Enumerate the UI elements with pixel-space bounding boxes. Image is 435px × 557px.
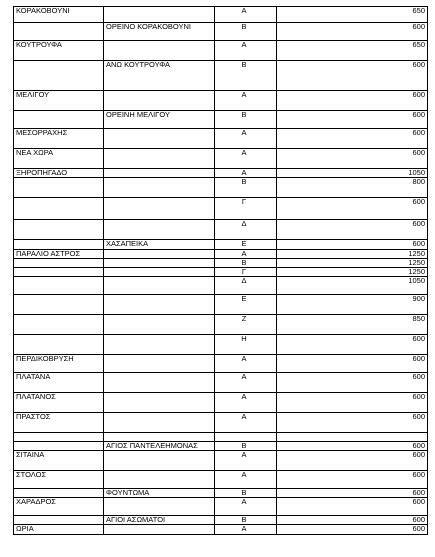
zone-class-cell-text: Α (241, 412, 247, 421)
village-cell (14, 259, 104, 268)
value-cell (277, 23, 428, 41)
value-cell (277, 355, 428, 373)
table-row (14, 525, 428, 535)
value-cell (277, 315, 428, 335)
table-row (14, 489, 428, 498)
value-cell (277, 7, 428, 23)
zone-class-cell-text: Δ (241, 276, 247, 285)
table-row (14, 23, 428, 41)
zone-class-cell (215, 471, 277, 489)
value-cell (277, 268, 428, 277)
value-cell-text: 600 (412, 450, 425, 459)
village-cell (14, 315, 104, 335)
settlement-cell (104, 516, 215, 525)
value-cell-text: 900 (412, 294, 425, 303)
value-cell (277, 220, 428, 240)
village-cell (14, 268, 104, 277)
table-row (14, 259, 428, 268)
zone-class-cell-text: Α (241, 354, 247, 363)
village-cell (14, 393, 104, 413)
zone-class-cell-text: Γ (241, 267, 247, 276)
settlement-cell (104, 489, 215, 498)
zone-class-cell-text: Α (241, 470, 247, 479)
settlement-cell (104, 149, 215, 169)
value-cell-text: 600 (412, 488, 425, 497)
table-row (14, 250, 428, 259)
zone-class-cell (215, 335, 277, 355)
value-cell (277, 149, 428, 169)
zone-class-cell-text: Β (241, 110, 247, 119)
table-body (14, 7, 428, 535)
value-cell-text: 600 (412, 110, 425, 119)
zone-class-cell-text: Α (241, 148, 247, 157)
table-row (14, 295, 428, 315)
village-cell (14, 277, 104, 295)
zone-class-cell (215, 355, 277, 373)
zone-class-cell-text: Γ (241, 197, 247, 206)
value-cell-text: 600 (412, 60, 425, 69)
table-row (14, 240, 428, 250)
zone-class-cell-text: Β (241, 515, 247, 524)
table-row (14, 41, 428, 61)
zone-class-cell-text: Α (241, 450, 247, 459)
zone-class-cell (215, 7, 277, 23)
village-cell-text: ΩΡΙΑ (16, 524, 34, 533)
zone-class-cell (215, 373, 277, 393)
table-row (14, 335, 428, 355)
value-cell (277, 489, 428, 498)
zone-class-cell-text: Α (241, 524, 247, 533)
settlement-cell (104, 41, 215, 61)
settlement-cell-text: ΑΓΙΟΣ ΠΑΝΤΕΛΕΗΜΟΝΑΣ (106, 441, 198, 450)
village-cell (14, 91, 104, 111)
value-cell-text: 850 (412, 314, 425, 323)
village-cell (14, 498, 104, 516)
value-cell (277, 259, 428, 268)
zone-class-cell (215, 268, 277, 277)
value-cell-text: 600 (412, 392, 425, 401)
settlement-cell-text: ΦΟΥΝΤΩΜΑ (106, 488, 150, 497)
settlement-cell (104, 250, 215, 259)
zone-class-cell (215, 489, 277, 498)
zone-class-cell (215, 315, 277, 335)
zone-class-cell (215, 498, 277, 516)
settlement-cell (104, 178, 215, 198)
village-cell (14, 373, 104, 393)
village-cell (14, 111, 104, 129)
value-cell-text: 600 (412, 148, 425, 157)
settlement-cell (104, 240, 215, 250)
value-cell (277, 41, 428, 61)
value-cell-text: 600 (412, 90, 425, 99)
zone-class-cell (215, 220, 277, 240)
village-cell-text: ΠΛΑΤΑΝΑ (16, 372, 51, 381)
value-cell-text: 600 (412, 497, 425, 506)
village-cell (14, 198, 104, 220)
village-cell (14, 335, 104, 355)
value-cell (277, 250, 428, 259)
zone-class-cell (215, 178, 277, 198)
value-cell (277, 393, 428, 413)
table-row (14, 315, 428, 335)
value-cell (277, 198, 428, 220)
zone-class-cell (215, 240, 277, 250)
settlement-cell (104, 91, 215, 111)
value-cell (277, 240, 428, 250)
zone-class-cell-text: Δ (241, 219, 247, 228)
zone-class-cell-text: Β (241, 22, 247, 31)
settlement-cell (104, 498, 215, 516)
zone-class-cell-text: Ζ (241, 314, 247, 323)
value-cell (277, 169, 428, 178)
settlement-cell (104, 433, 215, 442)
settlement-cell (104, 413, 215, 433)
settlement-cell-text: ΧΑΣΑΠΕΙΚΑ (106, 239, 149, 248)
zone-class-cell (215, 259, 277, 268)
settlement-cell (104, 198, 215, 220)
zone-class-cell (215, 442, 277, 451)
zone-class-cell (215, 91, 277, 111)
village-cell (14, 471, 104, 489)
settlement-cell (104, 220, 215, 240)
village-cell (14, 355, 104, 373)
village-cell-text: ΠΛΑΤΑΝΟΣ (16, 392, 56, 401)
zone-class-cell-text: Β (241, 60, 247, 69)
zone-class-cell-text: Ε (241, 294, 247, 303)
settlement-cell (104, 471, 215, 489)
settlement-cell (104, 355, 215, 373)
settlement-cell (104, 23, 215, 41)
village-cell (14, 61, 104, 91)
settlement-cell (104, 111, 215, 129)
value-cell-text: 600 (412, 470, 425, 479)
table-row (14, 149, 428, 169)
table-row (14, 61, 428, 91)
value-cell (277, 277, 428, 295)
village-cell-text: ΧΑΡΑΔΡΟΣ (16, 497, 56, 506)
zone-class-cell (215, 149, 277, 169)
village-cell-text: ΜΕΣΟΡΡΑΧΗΣ (16, 128, 68, 137)
zone-class-cell (215, 169, 277, 178)
value-cell-text: 600 (412, 219, 425, 228)
settlement-cell (104, 373, 215, 393)
village-cell (14, 451, 104, 471)
table-row (14, 442, 428, 451)
value-cell (277, 498, 428, 516)
zone-class-cell (215, 111, 277, 129)
settlement-cell (104, 277, 215, 295)
village-cell (14, 295, 104, 315)
settlement-cell (104, 315, 215, 335)
zone-class-cell (215, 393, 277, 413)
table-row (14, 393, 428, 413)
settlement-cell (104, 442, 215, 451)
value-cell (277, 516, 428, 525)
zone-class-cell (215, 41, 277, 61)
table-row (14, 413, 428, 433)
settlement-cell (104, 7, 215, 23)
zone-class-cell-text: Α (241, 249, 247, 258)
village-cell (14, 489, 104, 498)
village-cell (14, 23, 104, 41)
zone-class-cell-text: Α (241, 128, 247, 137)
village-cell (14, 240, 104, 250)
village-cell (14, 442, 104, 451)
zone-class-cell-text: Α (241, 40, 247, 49)
value-cell (277, 413, 428, 433)
value-cell-text: 600 (412, 22, 425, 31)
settlement-cell (104, 451, 215, 471)
village-cell (14, 413, 104, 433)
zone-class-cell-text: Β (241, 488, 247, 497)
value-cell-text: 600 (412, 441, 425, 450)
value-cell-text: 600 (412, 412, 425, 421)
zone-class-cell (215, 129, 277, 149)
zone-class-cell (215, 295, 277, 315)
village-cell-text: ΠΕΡΔΙΚΟΒΡΥΣΗ (16, 354, 74, 363)
value-cell-text: 600 (412, 524, 425, 533)
zone-class-cell (215, 516, 277, 525)
value-cell (277, 373, 428, 393)
table-row (14, 198, 428, 220)
value-cell (277, 129, 428, 149)
village-cell-text: ΚΟΥΤΡΟΥΦΑ (16, 40, 62, 49)
value-cell-text: 600 (412, 197, 425, 206)
village-cell-text: ΞΗΡΟΠΗΓΑΔΟ (16, 168, 68, 177)
village-cell (14, 41, 104, 61)
village-cell-text: ΝΕΑ ΧΩΡΑ (16, 148, 54, 157)
village-cell (14, 169, 104, 178)
value-cell (277, 91, 428, 111)
settlement-cell (104, 295, 215, 315)
table-row (14, 373, 428, 393)
table-row (14, 471, 428, 489)
zone-class-cell-text: Α (241, 372, 247, 381)
zone-class-cell-text: Β (241, 258, 247, 267)
settlement-cell (104, 129, 215, 149)
village-cell-text: ΣΙΤΑΙΝΑ (16, 450, 45, 459)
zone-class-cell-text: Β (241, 177, 247, 186)
settlement-cell (104, 335, 215, 355)
zone-class-cell-text: Α (241, 392, 247, 401)
zone-class-cell (215, 413, 277, 433)
table-row (14, 220, 428, 240)
table-row (14, 178, 428, 198)
village-cell-text: ΜΕΛΙΓΟΥ (16, 90, 50, 99)
settlement-cell-text: ΟΡΕΙΝΗ ΜΕΛΙΓΟΥ (106, 110, 170, 119)
value-cell-text: 600 (412, 239, 425, 248)
table-row (14, 129, 428, 149)
village-cell (14, 525, 104, 535)
value-cell (277, 335, 428, 355)
price-zone-table (13, 6, 428, 535)
settlement-cell (104, 259, 215, 268)
table-row (14, 268, 428, 277)
village-cell (14, 250, 104, 259)
zone-class-cell-text: Β (241, 441, 247, 450)
settlement-cell (104, 525, 215, 535)
zone-class-cell (215, 433, 277, 442)
table-row (14, 277, 428, 295)
table-row (14, 498, 428, 516)
value-cell-text: 600 (412, 334, 425, 343)
value-cell (277, 178, 428, 198)
village-cell (14, 7, 104, 23)
zone-class-cell (215, 250, 277, 259)
value-cell (277, 471, 428, 489)
table-row (14, 169, 428, 178)
value-cell (277, 111, 428, 129)
settlement-cell-text: ΟΡΕΙΝΟ ΚΟΡΑΚΟΒΟΥΝΙ (106, 22, 192, 31)
settlement-cell (104, 393, 215, 413)
table-row (14, 451, 428, 471)
village-cell-text: ΠΡΑΣΤΟΣ (16, 412, 51, 421)
settlement-cell (104, 268, 215, 277)
settlement-cell-text: ΑΓΙΟΙ ΑΣΩΜΑΤΟΙ (106, 515, 166, 524)
village-cell-text: ΠΑΡΑΛΙΟ ΑΣΤΡΟΣ (16, 249, 81, 258)
value-cell (277, 525, 428, 535)
village-cell (14, 129, 104, 149)
settlement-cell (104, 61, 215, 91)
zone-class-cell (215, 61, 277, 91)
village-cell-text: ΣΤΟΛΟΣ (16, 470, 47, 479)
village-cell (14, 433, 104, 442)
value-cell-text: 1050 (408, 168, 425, 177)
village-cell (14, 149, 104, 169)
village-cell (14, 220, 104, 240)
zone-class-cell (215, 23, 277, 41)
value-cell-text: 1050 (408, 276, 425, 285)
settlement-cell (104, 169, 215, 178)
village-cell-text: ΚΟΡΑΚΟΒΟΥΝΙ (16, 6, 70, 15)
zone-class-cell-text: Α (241, 90, 247, 99)
settlement-cell-text: ΑΝΩ ΚΟΥΤΡΟΥΦΑ (106, 60, 171, 69)
value-cell-text: 650 (412, 6, 425, 15)
village-cell (14, 178, 104, 198)
table-row (14, 516, 428, 525)
value-cell-text: 600 (412, 128, 425, 137)
value-cell (277, 61, 428, 91)
village-cell (14, 516, 104, 525)
table-row (14, 7, 428, 23)
value-cell-text: 600 (412, 372, 425, 381)
zone-class-cell-text: Α (241, 168, 247, 177)
table-row (14, 355, 428, 373)
zone-class-cell (215, 525, 277, 535)
zone-class-cell-text: Α (241, 6, 247, 15)
table-row (14, 111, 428, 129)
table-row (14, 433, 428, 442)
value-cell-text: 600 (412, 354, 425, 363)
value-cell-text: 800 (412, 177, 425, 186)
value-cell-text: 1250 (408, 249, 425, 258)
zone-class-cell-text: Α (241, 497, 247, 506)
zone-class-cell-text: Η (241, 334, 247, 343)
value-cell (277, 295, 428, 315)
value-cell-text: 650 (412, 40, 425, 49)
zone-class-cell (215, 451, 277, 471)
value-cell (277, 442, 428, 451)
value-cell (277, 433, 428, 442)
value-cell-text: 1250 (408, 267, 425, 276)
zone-class-cell-text: Ε (241, 239, 247, 248)
value-cell (277, 451, 428, 471)
value-cell-text: 1250 (408, 258, 425, 267)
zone-class-cell (215, 277, 277, 295)
table-row (14, 91, 428, 111)
zone-class-cell (215, 198, 277, 220)
value-cell-text: 600 (412, 515, 425, 524)
